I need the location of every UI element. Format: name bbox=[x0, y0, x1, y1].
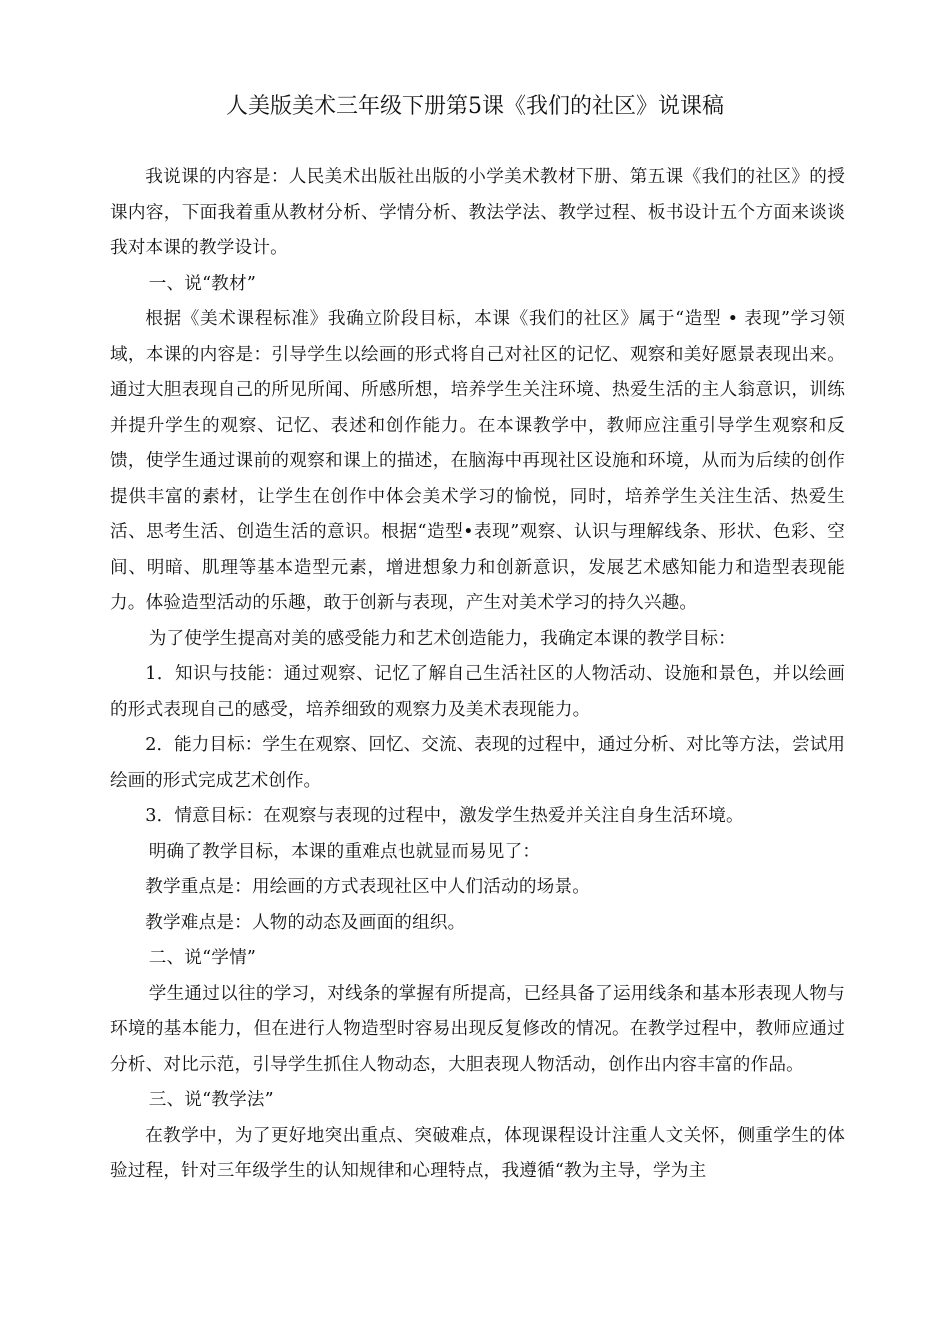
learners-paragraph: 学生通过以往的学习，对线条的掌握有所提高，已经具备了运用线条和基本形表现人物与环境的基本能力，但在进行人物造型时容易出现反复修改的情况。在教学过程中，教师应通过分析、对比示范，引导学生抓住人物动态，大胆表现人物活动，创作出内容丰富的作品。 bbox=[110, 983, 845, 1075]
difficulty-paragraph: 教学难点是：人物的动态及画面的组织。 bbox=[145, 912, 466, 933]
methods-paragraph: 在教学中，为了更好地突出重点、突破难点，体现课程设计注重人文关怀，侧重学生的体验过程，针对三年级学生的认知规律和心理特点，我遵循“教为主导，学为主 bbox=[110, 1125, 845, 1181]
section-heading-learners: 二、说“学情” bbox=[148, 948, 257, 968]
document-title: 人美版美术三年级下册第5课《我们的社区》说课稿 bbox=[226, 94, 724, 119]
textbook-paragraph: 根据《美术课程标准》我确立阶段目标，本课《我们的社区》属于“造型 • 表现”学习领域，本课的内容是：引导学生以绘画的形式将自己对社区的记忆、观察和美好愿景表现出来。通过大胆表现自己的所见所闻、所感所想，培养学生关注环境、热爱生活的主人翁意识，训练并提升学生的观察、记忆、表述和创作能力。在本课教学中，教师应注重引导学生观察和反馈，使学生通过课前的观察和课上的描述，在脑海中再现社区设施和环境，从而为后续的创作提供丰富的素材，让学生在创作中体会美术学习的愉悦，同时，培养学生关注生活、热爱生活、思考生活、创造生活的意识。根据“造型•表现”观察、认识与理解线条、形状、色彩、空间、明暗、肌理等基本造型元素，增进想象力和创新意识，发展艺术感知能力和造型表现能力。体验造型活动的乐趣，敢于创新与表现，产生对美术学习的持久兴趣。 bbox=[110, 309, 845, 613]
section-heading-methods: 三、说“教学法” bbox=[148, 1090, 274, 1110]
key-points-intro-paragraph: 明确了教学目标，本课的重难点也就显而易见了： bbox=[148, 841, 541, 862]
document-body bbox=[110, 160, 845, 1190]
key-point-paragraph: 教学重点是：用绘画的方式表现社区中人们活动的场景。 bbox=[145, 877, 591, 897]
goals-intro-paragraph: 为了使学生提高对美的感受能力和艺术创造能力，我确定本课的教学目标： bbox=[148, 628, 736, 649]
goal-ability-paragraph: 2．能力目标：学生在观察、回忆、交流、表现的过程中，通过分析、对比等方法，尝试用绘画的形式完成艺术创作。 bbox=[110, 735, 845, 791]
goal-knowledge-paragraph: 1．知识与技能：通过观察、记忆了解自己生活社区的人物活动、设施和景色，并以绘画的形式表现自己的感受，培养细致的观察力及美术表现能力。 bbox=[110, 664, 845, 720]
goal-emotion-paragraph: 3．情意目标：在观察与表现的过程中，激发学生热爱并关注自身生活环境。 bbox=[145, 806, 744, 826]
section-heading-textbook: 一、说“教材” bbox=[148, 273, 257, 294]
intro-paragraph: 我说课的内容是：人民美术出版社出版的小学美术教材下册、第五课《我们的社区》的授课内容，下面我着重从教材分析、学情分析、教法学法、教学过程、板书设计五个方面来谈谈我对本课的教学设计。 bbox=[110, 167, 845, 258]
